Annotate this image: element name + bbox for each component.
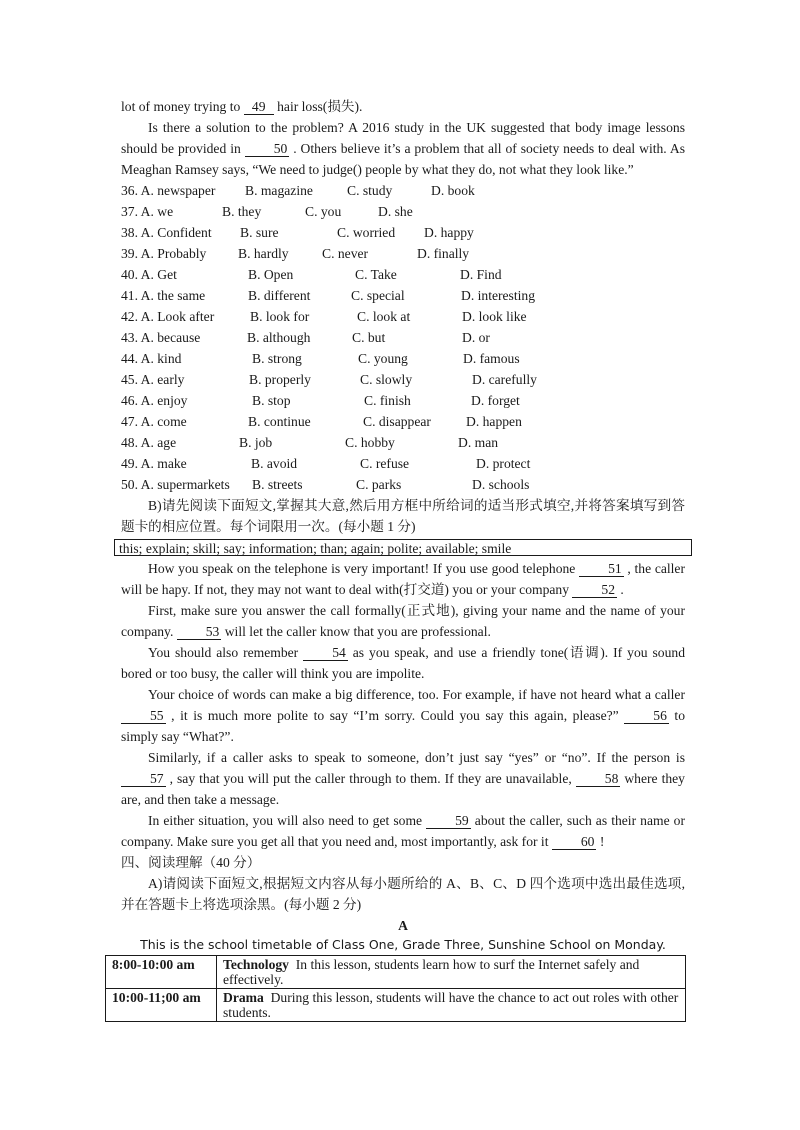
option-a: 38. A. Confident [121, 225, 212, 240]
blank-58: 58 [576, 771, 621, 787]
option-b: B. Open [248, 267, 294, 282]
question-options-row [121, 264, 685, 285]
question-options-row [121, 180, 685, 201]
option-a: 39. A. Probably [121, 246, 207, 261]
option-b: B. although [247, 330, 311, 345]
option-d: D. or [462, 330, 490, 345]
option-b: B. they [222, 204, 262, 219]
passage-line: lot of money trying to 49 hair loss(损失). [121, 99, 363, 114]
option-d: D. happen [466, 414, 522, 429]
option-c: C. worried [337, 225, 396, 240]
option-c: C. but [352, 330, 386, 345]
passage-paragraph: In either situation, you will also need to get some 59 about the caller, such as their name or company. Make sure you get all that you need and, most importantly, ask for it 60 ! [121, 813, 685, 849]
timetable [105, 955, 686, 1022]
time-cell: 8:00-10:00 am [106, 956, 217, 989]
blank-57: 57 [121, 771, 166, 787]
blank-52: 52 [572, 582, 617, 598]
option-b: B. different [248, 288, 311, 303]
option-a: 44. A. kind [121, 351, 182, 366]
option-c: C. young [358, 351, 408, 366]
blank-49: 49 [244, 99, 274, 115]
option-a: 47. A. come [121, 414, 187, 429]
option-c: C. you [305, 204, 342, 219]
blank-53: 53 [177, 624, 222, 640]
option-c: C. Take [355, 267, 397, 282]
question-options-row [121, 285, 685, 306]
option-d: D. protect [476, 456, 531, 471]
option-b: B. properly [249, 372, 311, 387]
option-b: B. avoid [251, 456, 298, 471]
passage-paragraph: First, make sure you answer the call formally(正式地), giving your name and the name of your company. 53 will let the caller know that you are professional. [121, 603, 685, 639]
option-a: 40. A. Get [121, 267, 177, 282]
passage-paragraph: Similarly, if a caller asks to speak to someone, don’t just say “yes” or “no”. If the person is 57 , say that you will put the caller through to them. If they are unavailable, 58 where they are, and then take a message. [121, 750, 685, 807]
option-b: B. job [239, 435, 273, 450]
option-d: D. schools [472, 477, 530, 492]
question-options-row [121, 390, 685, 411]
option-c: C. refuse [360, 456, 410, 471]
option-b: B. strong [252, 351, 302, 366]
option-d: D. look like [462, 309, 527, 324]
passage-paragraph: How you speak on the telephone is very important! If you use good telephone 51 , the caller will be hapy. If not, they may not want to deal with(打交道) you or your company 52 . [121, 561, 685, 597]
option-d: D. forget [471, 393, 520, 408]
option-a: 45. A. early [121, 372, 185, 387]
question-options-row [121, 453, 685, 474]
option-c: C. never [322, 246, 369, 261]
table-row [106, 956, 686, 989]
options-list [121, 180, 685, 495]
option-d: D. book [431, 183, 475, 198]
option-c: C. parks [356, 477, 402, 492]
option-a: 50. A. supermarkets [121, 477, 230, 492]
question-options-row [121, 474, 685, 495]
option-b: B. look for [250, 309, 310, 324]
passage-paragraph: You should also remember 54 as you speak, and use a friendly tone(语调). If you sound bored or too busy, the caller will think you are impolite. [121, 645, 685, 681]
question-options-row [121, 327, 685, 348]
option-c: C. special [351, 288, 405, 303]
section-heading: 四、阅读理解（40 分） [121, 855, 261, 870]
lesson-cell: Drama During this lesson, students will have the chance to act out roles with other students. [217, 989, 686, 1022]
blank-54: 54 [303, 645, 348, 661]
passage-letter: A [398, 918, 408, 933]
option-a: 43. A. because [121, 330, 201, 345]
time-cell: 10:00-11;00 am [106, 989, 217, 1022]
option-a: 48. A. age [121, 435, 177, 450]
blank-55: 55 [121, 708, 166, 724]
option-a: 37. A. we [121, 204, 174, 219]
question-options-row [121, 369, 685, 390]
word-box: this; explain; skill; say; information; than; again; polite; available; smile [114, 539, 692, 556]
option-c: C. slowly [360, 372, 413, 387]
option-a: 46. A. enjoy [121, 393, 188, 408]
blank-60: 60 [552, 834, 597, 850]
option-b: B. continue [248, 414, 311, 429]
option-d: D. finally [417, 246, 470, 261]
passage-paragraph: Your choice of words can make a big difference, too. For example, if have not heard what a caller 55 , it is much more polite to say “I’m sorry. Could you say this again, please?” 56 to simply say “What?”. [121, 687, 685, 744]
option-c: C. study [347, 183, 393, 198]
option-d: D. man [458, 435, 499, 450]
question-options-row [121, 348, 685, 369]
option-d: D. carefully [472, 372, 537, 387]
option-a: 41. A. the same [121, 288, 206, 303]
option-b: B. magazine [245, 183, 313, 198]
blank-51: 51 [579, 561, 624, 577]
option-b: B. sure [240, 225, 279, 240]
section-b-instruction: B)请先阅读下面短文,掌握其大意,然后用方框中所给词的适当形式填空,并将答案填写到答题卡的相应位置。每个词限用一次。(每小题 1 分) [121, 498, 685, 534]
question-options-row [121, 306, 685, 327]
option-b: B. hardly [238, 246, 289, 261]
question-options-row [121, 243, 685, 264]
option-a: 42. A. Look after [121, 309, 215, 324]
question-options-row [121, 411, 685, 432]
blank-56: 56 [624, 708, 669, 724]
question-options-row [121, 201, 685, 222]
option-c: C. look at [357, 309, 411, 324]
option-c: C. disappear [363, 414, 431, 429]
option-b: B. stop [252, 393, 291, 408]
option-c: C. finish [364, 393, 411, 408]
passage-paragraph: Is there a solution to the problem? A 2016 study in the UK suggested that body image lessons should be provided in 50 . Others believe it’s a problem that all of society needs to deal with. As Meaghan Ramsey says, “We need to judge() people by what they do, not what they look like.” [121, 120, 685, 177]
option-b: B. streets [252, 477, 303, 492]
blank-50: 50 [245, 141, 290, 157]
section-a-instruction: A)请阅读下面短文,根据短文内容从每小题所给的 A、B、C、D 四个选项中选出最佳选项,并在答题卡上将选项涂黑。(每小题 2 分) [121, 876, 685, 912]
option-d: D. she [378, 204, 413, 219]
option-d: D. Find [460, 267, 502, 282]
option-d: D. happy [424, 225, 474, 240]
option-a: 49. A. make [121, 456, 187, 471]
option-d: D. famous [463, 351, 520, 366]
question-options-row [121, 222, 685, 243]
option-d: D. interesting [461, 288, 535, 303]
lesson-cell: Technology In this lesson, students learn how to surf the Internet safely and effectively. [217, 956, 686, 989]
option-a: 36. A. newspaper [121, 183, 216, 198]
timetable-caption: This is the school timetable of Class One, Grade Three, Sunshine School on Monday. [140, 937, 666, 952]
question-options-row [121, 432, 685, 453]
table-row [106, 989, 686, 1022]
blank-59: 59 [426, 813, 471, 829]
document-page [112, 96, 685, 1022]
option-c: C. hobby [345, 435, 395, 450]
